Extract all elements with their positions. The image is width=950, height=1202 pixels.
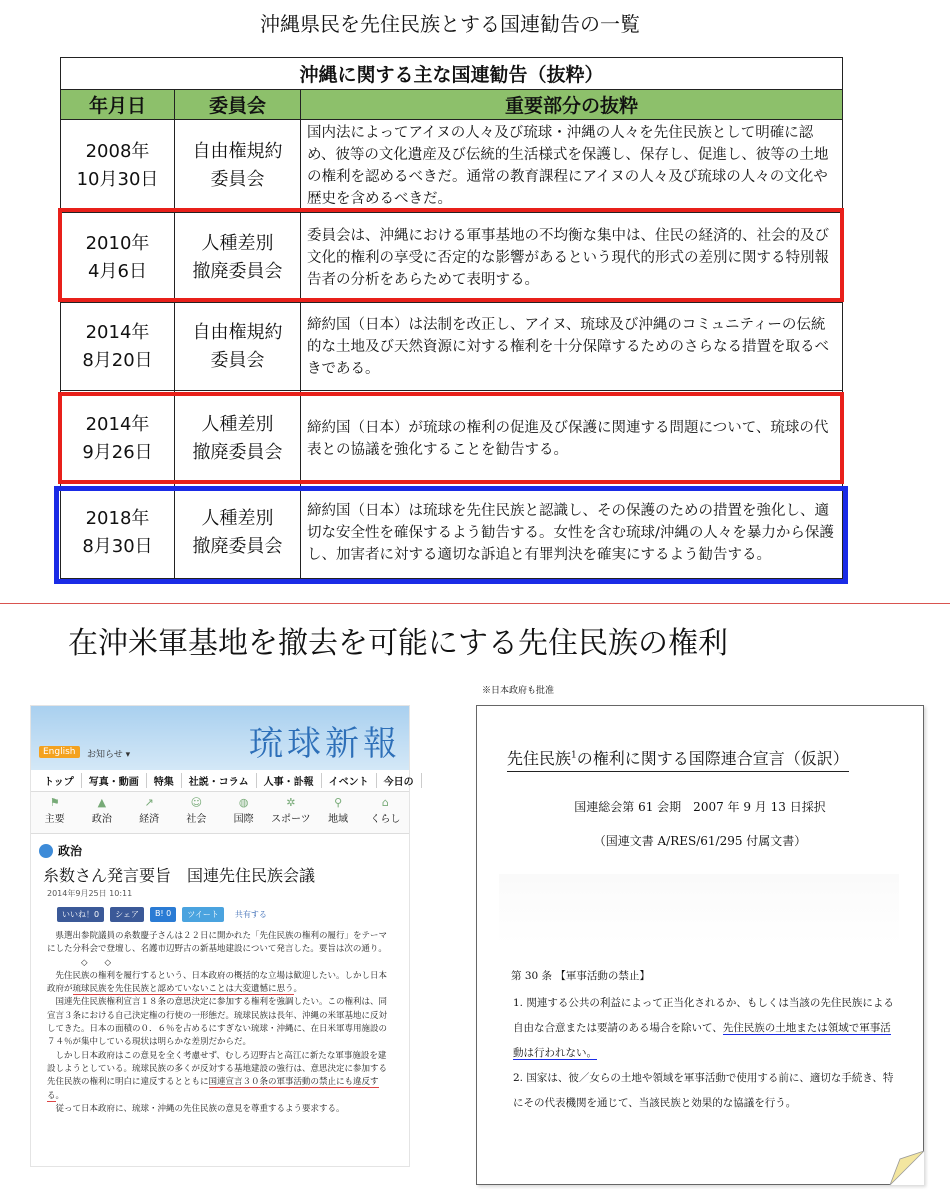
article-heading: 第 30 条 【軍事活動の禁止】 <box>511 970 650 982</box>
sports-icon: ✲ <box>286 796 296 809</box>
adoption-date: 国連総会第 61 会期 2007 年 9 月 13 日採択 <box>574 800 826 814</box>
flag-icon: ⚑ <box>49 796 60 809</box>
news-marks: ◇ ◇ <box>81 957 112 968</box>
date-cell: 2010年 4月6日 <box>61 213 175 303</box>
article-paragraph: 1. 関連する公共の利益によって正当化されるか、もしくは当該の先住民族による自由な合意または要請のある場合を除いて、先住民族の土地または領域で軍事活動は行われない。 <box>513 997 894 1059</box>
document-reference: （国連文書 A/RES/61/295 付属文書） <box>593 834 807 848</box>
table-row <box>61 303 843 391</box>
globe-icon: ◍ <box>238 796 249 809</box>
newspaper-article <box>30 705 414 1167</box>
declaration-document <box>476 705 924 1185</box>
notice-dropdown[interactable]: お知らせ ▾ <box>87 750 131 760</box>
committee-cell: 人種差別 撤廃委員会 <box>175 213 301 303</box>
english-link[interactable]: English <box>39 746 80 758</box>
people-icon: ☺ <box>190 796 203 809</box>
committee-cell: 人種差別 撤廃委員会 <box>175 487 301 579</box>
news-headline: 糸数さん発言要旨 国連先住民族会議 <box>43 866 316 885</box>
menu-item[interactable]: 社説・コラム <box>182 773 257 788</box>
date-cell: 2008年 10月30日 <box>61 120 175 213</box>
category-bar <box>31 792 409 834</box>
category-item[interactable]: ▲ 政治 <box>78 792 125 833</box>
ratified-note: ※日本政府も批准 <box>482 686 555 696</box>
category-item[interactable]: ◍ 国際 <box>220 792 267 833</box>
section-icon <box>39 844 53 858</box>
news-paragraph: 国連先住民族権利宣言１８条の意思決定に参加する権利を強調したい。この権利は、同宣言３条における自己決定権の行使の一形態だ。琉球民族は長年、沖縄の米軍基地に反対してきた。日本の面積の０．６％を占めるにすぎない琉球・沖縄に、在日米軍専用施設の７４％が集中している現状は明らかな差別だからだ。 <box>47 997 388 1048</box>
highlight-box-red <box>58 392 844 484</box>
date-cell: 2018年 8月30日 <box>61 487 175 579</box>
committee-cell: 自由権規約 委員会 <box>175 303 301 391</box>
category-item[interactable]: ☺ 社会 <box>173 792 220 833</box>
news-menu <box>31 770 414 792</box>
hatena-button[interactable]: B! 0 <box>150 907 176 922</box>
date-cell: 2014年 9月26日 <box>61 391 175 487</box>
news-date: 2014年9月25日 10:11 <box>47 889 133 898</box>
header-committee: 委員会 <box>175 90 301 120</box>
like-button[interactable]: いいね！0 <box>57 907 104 922</box>
committee-cell: 自由権規約 委員会 <box>175 120 301 213</box>
news-paragraph: しかし日本政府はこの意見を全く考慮せず、むしろ辺野古と高江に新たな軍事施設を建設しようとしている。琉球民族の多くが反対する基地建設の強行は、意思決定に参加する先住民族の権利に明白に違反するとともに国連宣言３０条の軍事活動の禁止にも違反する。 <box>47 1050 388 1101</box>
share-button[interactable]: シェア <box>110 907 144 922</box>
building-icon: ▲ <box>97 796 107 809</box>
menu-item[interactable]: 人事・訃報 <box>257 773 322 788</box>
committee-cell: 人種差別 撤廃委員会 <box>175 391 301 487</box>
main-heading: 在沖米軍基地を撤去を可能にする先住民族の権利 <box>68 626 728 661</box>
menu-item[interactable]: トップ <box>37 773 82 788</box>
menu-item[interactable]: 特集 <box>147 773 182 788</box>
declaration-title: 先住民族$^1$の権利に関する国際連合宣言（仮訳） <box>507 746 849 772</box>
category-item[interactable]: ⌂ くらし <box>362 792 409 833</box>
header-date: 年月日 <box>61 90 175 120</box>
news-paragraph: 従って日本政府に、琉球・沖縄の先住民族の意見を尊重するよう要求する。 <box>55 1103 345 1114</box>
page-gap <box>499 874 899 944</box>
location-icon: ⚲ <box>334 796 343 809</box>
article-paragraph: 2. 国家は、彼／女らの土地や領域を軍事活動で使用する前に、適切な手続き、特にその代表機関を通じて、当該民族と効果的な協議を行う。 <box>513 1072 894 1109</box>
category-item[interactable]: ✲ スポーツ <box>267 792 314 833</box>
news-section-label: 政治 <box>39 842 409 859</box>
news-logo: 琉球新報 <box>249 724 401 764</box>
excerpt-cell: 国内法によってアイヌの人々及び琉球・沖縄の人々を先住民族として明確に認め、彼等の文化遺産及び伝統的生活様式を保護し、保存し、促進し、彼等の土地の権利を認めるべきだ。通常の教育課程にアイヌの人々及び琉球の人々の文化や歴史を含めるべきだ。 <box>301 120 843 213</box>
share-buttons <box>57 907 409 922</box>
mail-share-button[interactable]: 共有する <box>230 907 272 922</box>
section-divider <box>0 603 950 604</box>
home-icon: ⌂ <box>381 796 389 809</box>
chart-icon: ↗ <box>144 796 154 809</box>
category-item[interactable]: ⚑ 主要 <box>31 792 78 833</box>
page-title: 沖縄県民を先住民族とする国連勧告の一覧 <box>260 12 640 36</box>
excerpt-cell: 締約国（日本）は琉球を先住民族と認識し、その保護のための措置を強化し、適切な安全性を確保するよう勧告する。女性を含む琉球/沖縄の人々を暴力から保護し、加害者に対する適切な訴追と有罪判決を確実にするよう勧告する。 <box>301 487 843 579</box>
table-row <box>61 120 843 213</box>
category-item[interactable]: ⚲ 地域 <box>315 792 362 833</box>
highlight-box-blue <box>54 486 848 584</box>
table-caption: 沖縄に関する主な国連勧告（抜粋） <box>61 58 843 90</box>
excerpt-cell: 委員会は、沖縄における軍事基地の不均衡な集中は、住民の経済的、社会的及び文化的権利の享受に否定的な影響があるという現代的形式の差別に関する特別報告者の分析をあらためて表明する。 <box>301 213 843 303</box>
tweet-button[interactable]: ツイート <box>182 907 224 922</box>
category-item[interactable]: ↗ 経済 <box>126 792 173 833</box>
excerpt-cell: 締約国（日本）が琉球の権利の促進及び保護に関連する問題について、琉球の代表との協議を強化することを勧告する。 <box>301 391 843 487</box>
news-body <box>47 930 389 1116</box>
menu-item[interactable]: 写真・動画 <box>82 773 147 788</box>
date-cell: 2014年 8月20日 <box>61 303 175 391</box>
menu-item[interactable]: 今日の <box>377 773 422 788</box>
highlight-box-red <box>58 208 844 302</box>
page-curl-icon <box>890 1151 924 1185</box>
menu-item[interactable]: イベント <box>322 773 377 788</box>
header-excerpt: 重要部分の抜粋 <box>301 90 843 120</box>
excerpt-cell: 締約国（日本）は法制を改正し、アイヌ、琉球及び沖縄のコミュニティーの伝統的な土地及び天然資源に対する権利を十分保障するためのさらなる措置を取るべきである。 <box>301 303 843 391</box>
news-paragraph: 県選出参院議員の糸数慶子さんは２２日に開かれた「先住民族の権利の履行」をテーマにした分科会で登壇し、名護市辺野古の新基地建設について発言した。要旨は次の通り。 <box>47 931 388 955</box>
news-banner <box>31 706 409 770</box>
news-paragraph: 先住民族の権利を履行するという、日本政府の概括的な立場は歓迎したい。しかし日本政府が琉球民族を先住民族と認めていないことは大変遺憾に思う。 <box>47 970 388 995</box>
